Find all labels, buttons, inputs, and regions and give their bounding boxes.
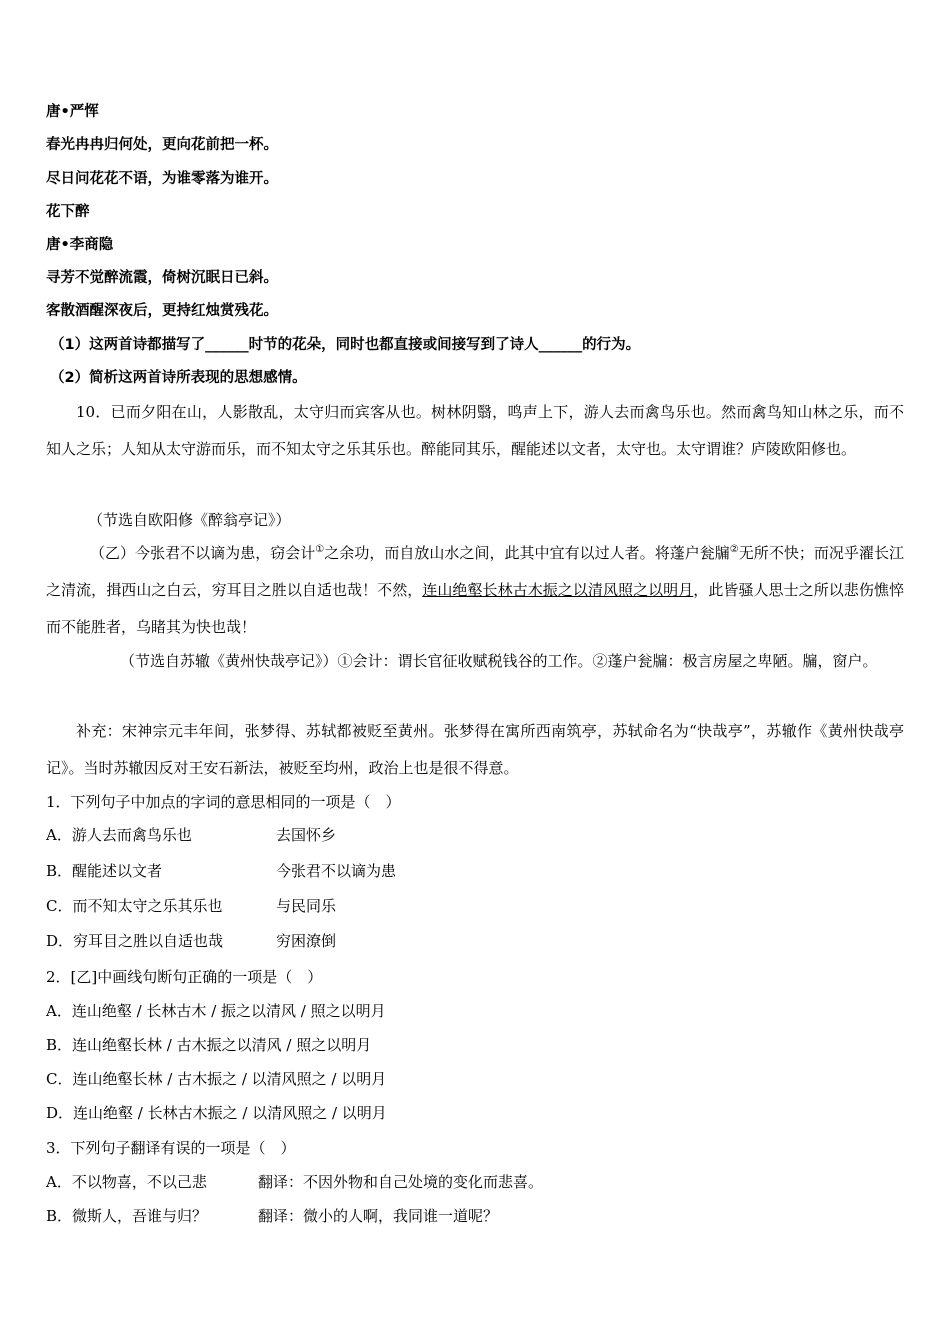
- q9-sub1: （1）这两首诗都描写了______时节的花朵，同时也都直接或间接写到了诗人______的行为。: [50, 337, 641, 353]
- question3-option-b: B．微斯人，吾谁与归？ 翻译：微小的人啊，我同谁一道呢？: [46, 1207, 499, 1225]
- note2-mark: ②: [729, 544, 739, 555]
- poem1-line1: 春光冉冉归何处，更向花前把一杯。: [46, 137, 278, 153]
- source-b-notes: （节选自苏辙《黄州快哉亭记》）①会计：谓长官征收赋税钱谷的工作。②蓬户瓮牖：极言房屋之卑陋。牖，窗户。: [120, 652, 878, 670]
- poem2-title: 花下醉: [46, 204, 90, 220]
- question2-option-b: B．连山绝壑长林 / 古木振之以清风 / 照之以明月: [46, 1036, 372, 1054]
- q9-sub2: （2）简析这两首诗所表现的思想感情。: [50, 370, 307, 386]
- question3-option-a: A．不以物喜，不以己悲 翻译：不因外物和自己处境的变化而悲喜。: [46, 1173, 544, 1191]
- poem1-line2: 尽日问花花不语，为谁零落为谁开。: [46, 171, 278, 187]
- note1-mark: ①: [315, 544, 325, 555]
- question2-option-c: C．连山绝壑长林 / 古木振之 / 以清风照之 / 以明月: [46, 1070, 387, 1088]
- underlined-sentence: 连山绝壑长林古木振之以清风照之以明月: [422, 581, 694, 599]
- source-a: （节选自欧阳修《醉翁亭记》）: [88, 511, 291, 529]
- poem2-line2: 客散酒醒深夜后，更持红烛赏残花。: [46, 303, 278, 319]
- question3-stem: 3．下列句子翻译有误的一项是（ ）: [46, 1139, 296, 1157]
- poem2-line1: 寻芳不觉醉流霞，倚树沉眠日已斜。: [46, 270, 278, 286]
- question1-option-d: D．穷耳目之胜以自适也哉 穷困潦倒: [46, 932, 337, 950]
- question1-option-a: A．游人去而禽鸟乐也 去国怀乡: [46, 826, 337, 844]
- question2-stem: 2．[乙]中画线句断句正确的一项是（ ）: [46, 968, 323, 986]
- poem1-author: 唐•严恽: [46, 104, 99, 120]
- passage-a: 10．已而夕阳在山，人影散乱，太守归而宾客从也。树林阴翳，鸣声上下，游人去而禽鸟乐也。然而禽鸟知山林之乐，而不知人之乐；人知从太守游而乐，而不知太守之乐其乐也。醉能同其乐，醒能述以文者，太守也。太守谓谁？庐陵欧阳修也。: [46, 403, 904, 458]
- question1-option-c: C．而不知太守之乐其乐也 与民同乐: [46, 897, 337, 915]
- question1-option-b: B．醒能述以文者 今张君不以谪为患: [46, 862, 397, 880]
- question2-option-a: A．连山绝壑 / 长林古木 / 振之以清风 / 照之以明月: [46, 1002, 386, 1020]
- poem2-author: 唐•李商隐: [46, 237, 114, 253]
- passage-b: （乙）今张君不以谪为患，窃会计①之余功，而自放山水之间，此其中宜有以过人者。将蓬户瓮牖②无所不快；而况乎濯长江之清流，揖西山之白云，穷耳目之胜以自适也哉！不然，连山绝壑长林古木振之以清风照之以明月，此皆骚人思士之所以悲伤憔悴而不能胜者，乌睹其为快也哉！: [46, 544, 904, 636]
- question2-option-d: D．连山绝壑 / 长林古木振之 / 以清风照之 / 以明月: [46, 1104, 387, 1122]
- supplement: 补充：宋神宗元丰年间，张梦得、苏轼都被贬至黄州。张梦得在寓所西南筑亭，苏轼命名为“快哉亭”，苏辙作《黄州快哉亭记》。当时苏辙因反对王安石新法，被贬至均州，政治上也是很不得意。: [46, 722, 904, 777]
- question1-stem: 1．下列句子中加点的字词的意思相同的一项是（ ）: [46, 793, 401, 811]
